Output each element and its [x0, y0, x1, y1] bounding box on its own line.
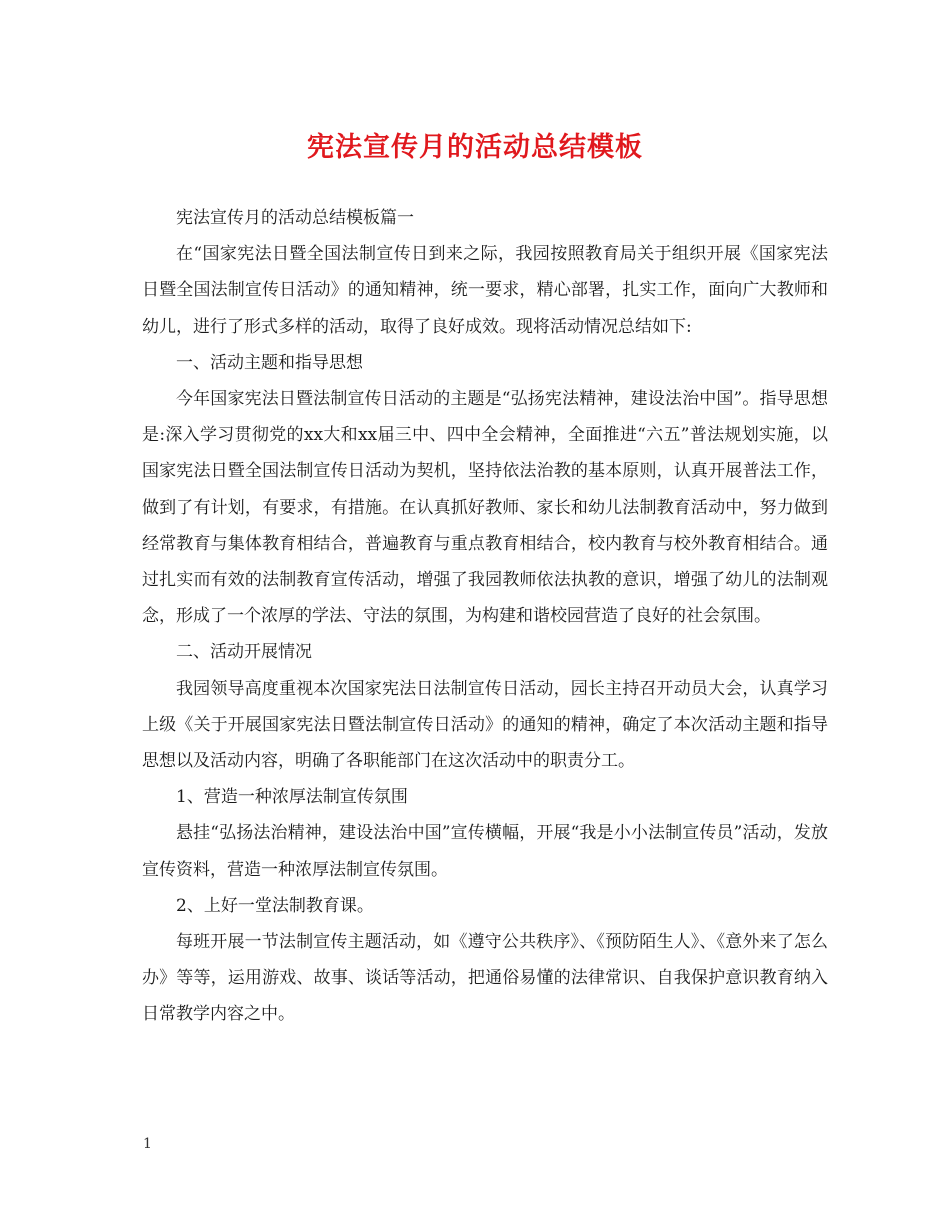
paragraph: 悬挂“弘扬法治精神，建设法治中国”宣传横幅，开展“我是小小法制宣传员”活动，发放宣传资料，营造一种浓厚法制宣传氛围。: [142, 823, 828, 880]
document-title: 宪法宣传月的活动总结模板: [307, 132, 643, 163]
document-body: [142, 200, 828, 1033]
paragraph: 我园领导高度重视本次国家宪法日法制宣传日活动，园长主持召开动员大会，认真学习上级《关于开展国家宪法日暨法制宣传日活动》的通知的精神，确定了本次活动主题和指导思想以及活动内容，明确了各职能部门在这次活动中的职责分工。: [142, 678, 828, 772]
subsection-heading: 1、营造一种浓厚法制宣传氛围: [176, 787, 408, 808]
page-number: 1: [143, 1136, 152, 1152]
subsection-heading: 2、上好一堂法制教育课。: [176, 895, 374, 916]
section-heading: 宪法宣传月的活动总结模板篇一: [176, 208, 414, 228]
section-heading: 一、活动主题和指导思想: [176, 352, 363, 373]
paragraph: 在“国家宪法日暨全国法制宣传日到来之际，我园按照教育局关于组织开展《国家宪法日暨全国法制宣传日活动》的通知精神，统一要求，精心部署，扎实工作，面向广大教师和幼儿，进行了形式多样的活动，取得了良好成效。现将活动情况总结如下:: [142, 244, 828, 337]
paragraph: 每班开展一节法制宣传主题活动，如《遵守公共秩序》、《预防陌生人》、《意外来了怎么办》等等，运用游戏、故事、谈话等活动，把通俗易懂的法律常识、自我保护意识教育纳入日常教学内容之中。: [142, 932, 828, 1025]
section-heading: 二、活动开展情况: [176, 642, 312, 663]
paragraph: 今年国家宪法日暨法制宣传日活动的主题是“弘扬宪法精神，建设法治中国”。指导思想是:深入学习贯彻党的xx大和xx届三中、四中全会精神，全面推进“六五”普法规划实施，以国家宪法日暨全国法制宣传日活动为契机，坚持依法治教的基本原则，认真开展普法工作，做到了有计划，有要求，有措施。在认真抓好教师、家长和幼儿法制教育活动中，努力做到经常教育与集体教育相结合，普遍教育与重点教育相结合，校内教育与校外教育相结合。通过扎实而有效的法制教育宣传活动，增强了我园教师依法执教的意识，增强了幼儿的法制观念，形成了一个浓厚的学法、守法的氛围，为构建和谐校园营造了良好的社会氛围。: [142, 389, 828, 627]
